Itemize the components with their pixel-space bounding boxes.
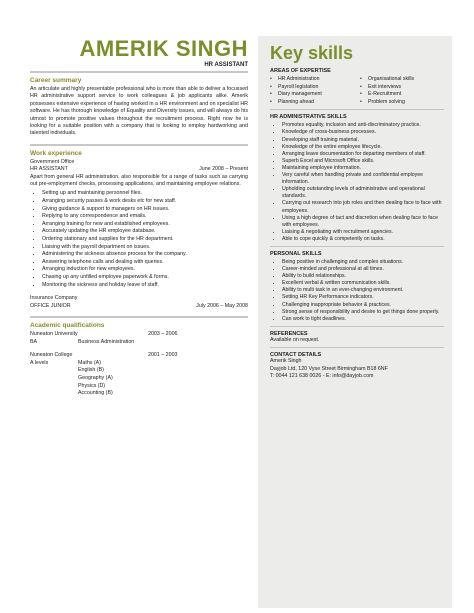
job2-position: OFFICE JUNIOR <box>30 302 71 309</box>
personal-skills-list <box>270 259 444 323</box>
list-item: • Planning ahead <box>270 99 354 107</box>
university-dates: 2003 – 2006 <box>148 331 178 337</box>
a-level-subject: English (B) <box>78 367 104 374</box>
divider <box>270 246 444 247</box>
university-row <box>30 331 248 339</box>
divider <box>30 316 248 318</box>
college-dates: 2001 – 2003 <box>148 352 178 359</box>
job1-description: Apart from general HR administration, also responsible for a range of tasks such as carrying out pre-employment checks, processing applications, and maintaining employee relations. <box>30 173 248 188</box>
list-item: • Giving guidance & support to managers on HR issues. <box>42 206 248 214</box>
college-name: Nuneaton College <box>30 352 73 359</box>
list-item: • Upholding outstanding levels of administrative and operational standards. <box>282 186 444 200</box>
job1-company: Government Office <box>30 158 75 165</box>
list-item: • Using a high degree of tact and discretion when dealing face to face with employees. <box>282 215 444 229</box>
job2-header <box>30 303 248 310</box>
list-item: • Developing staff training material. <box>282 137 444 144</box>
list-item: • HR Administration <box>270 76 354 84</box>
expertise-title: AREAS OF EXPERTISE <box>270 68 331 74</box>
list-item: • Knowledge of cross-business processes. <box>282 129 444 136</box>
list-item: • Ordering stationary and supplies for the HR department. <box>42 236 248 244</box>
list-item: • Replying to any correspondence and emails. <box>42 213 248 221</box>
list-item: • Liaising with the payroll department on issues. <box>42 244 248 252</box>
academic-title: Academic qualifications <box>30 322 105 329</box>
list-item: • Arranging training for new and established employees. <box>42 221 248 229</box>
list-item: • Monitoring the sickness and holiday leave of staff. <box>42 282 248 290</box>
degree-row <box>30 339 248 347</box>
contact-name: Amerik Singh <box>270 358 302 365</box>
contact-phone-email: T: 0044 121 638 0026 - E: info@dayjob.com <box>270 373 374 380</box>
job1-header <box>30 166 248 173</box>
job2-company: Insurance Company <box>30 295 78 302</box>
candidate-name: AMERIK SINGH <box>79 36 248 61</box>
list-item: • Arranging security passes & work desks etc for new staff. <box>42 198 248 206</box>
university-name: Nuneaton University <box>30 331 78 337</box>
job1-position: HR ASSISTANT <box>30 166 68 173</box>
divider <box>30 71 248 73</box>
a-levels-row <box>30 360 248 368</box>
list-item: • Administering the sickness absence process for the company. <box>42 251 248 259</box>
list-item: • Able to cope quickly & competently on tasks. <box>282 236 444 243</box>
references-text: Available on request. <box>270 336 320 343</box>
contact-address: Dayjob Ltd, 120 Vyse Street Birmingham B18 6NF <box>270 365 388 372</box>
a-level-subject: Accounting (B) <box>78 390 113 397</box>
a-level-subject: Maths (A) <box>78 359 101 366</box>
list-item: • Accurately updating the HR employee database. <box>42 228 248 236</box>
list-item: • Payroll legislation <box>270 84 354 92</box>
job2-dates: July 2006 – May 2008 <box>196 302 248 309</box>
expertise-list <box>270 76 444 106</box>
left-column <box>30 38 248 398</box>
list-item: • Excellent verbal & written communication skills. <box>282 280 444 287</box>
college-row <box>30 352 248 360</box>
list-item: • Arranging induction for new employees. <box>42 266 248 274</box>
list-item: • Challenging inappropriate behavior & practices. <box>282 302 444 309</box>
list-item: • Carrying out research into job roles and then dealing face to face with employees. <box>282 200 444 214</box>
list-item: • Strong sense of responsibility and desire to get things done properly. <box>282 309 444 316</box>
list-item: • Being positive in challenging and complex situations. <box>282 259 444 266</box>
divider <box>270 347 444 348</box>
list-item: • Career-minded and professional at all times. <box>282 266 444 273</box>
job1-duties <box>30 190 248 289</box>
list-item: • Can work to tight deadlines. <box>282 316 444 323</box>
list-item: • Superb Excel and Microsoft Office skills. <box>282 158 444 165</box>
list-item: • Setting HR Key Performance indicators. <box>282 294 444 301</box>
work-experience-title: Work experience <box>30 149 82 157</box>
list-item: • Very careful when handling private and confidential employee information. <box>282 172 444 186</box>
references-title: REFERENCES <box>270 330 308 337</box>
list-item: • Ability to multi task in an ever-changing environment. <box>282 287 444 294</box>
divider <box>270 109 444 110</box>
hr-skills-title: HR ADMINISTRATIVE SKILLS <box>270 114 347 121</box>
career-summary-text: An articulate and highly presentable professional who is more than able to deliver a focussed HR administrative support service to work colleagues & job applicants alike. Amerik possesses extensive experience of having worked in a HR environment and on specialist HR software. He has thorough knowledge of Equality and Diversity issues, and will always do his utmost to promote positive values throughout the recruitment process. Right now he is looking for a suitable position with a company that is looking to employ hardworking and talented individuals. <box>30 86 248 137</box>
divider <box>30 144 248 146</box>
list-item: • Maintaining employee information. <box>282 165 444 172</box>
list-item: • Liaising & negotiating with recruitment agencies. <box>282 229 444 236</box>
a-levels-label: A levels <box>30 359 49 366</box>
list-item: • Ability to build relationships. <box>282 273 444 280</box>
list-item: • Arranging leave documentation for departing members of staff. <box>282 151 444 158</box>
list-item: • E-Recruitment <box>360 91 444 99</box>
career-summary-title: Career summary <box>30 77 82 84</box>
a-level-subject: Physics (D) <box>78 382 106 389</box>
a-level-subject: Geography (A) <box>78 374 113 381</box>
job1-dates: June 2008 – Present <box>199 166 248 173</box>
list-item: • Diary management <box>270 91 354 99</box>
candidate-role: HR ASSISTANT <box>204 62 248 68</box>
degree: BA <box>30 338 38 345</box>
degree-subject: Business Administration <box>78 338 135 345</box>
personal-skills-title: PERSONAL SKILLS <box>270 250 322 257</box>
contact-title: CONTACT DETAILS <box>270 352 322 359</box>
hr-skills-list <box>270 122 444 243</box>
list-item: • Organisational skills <box>360 76 444 84</box>
list-item: • Chasing up any unfilled employee paperwork & forms. <box>42 274 248 282</box>
key-skills-title: Key skills <box>270 43 354 63</box>
key-skills-panel <box>258 36 452 608</box>
divider <box>270 326 444 327</box>
list-item: • Problem solving <box>360 99 444 107</box>
list-item: • Setting up and maintaining personnel files. <box>42 190 248 198</box>
list-item: • Knowledge of the entire employee lifecycle. <box>282 144 444 151</box>
list-item: • Exit interviews <box>360 84 444 92</box>
list-item: • Answering telephone calls and dealing with queries. <box>42 259 248 267</box>
list-item: • Promotes equality, inclusion and anti-discriminatory practice. <box>282 122 444 129</box>
